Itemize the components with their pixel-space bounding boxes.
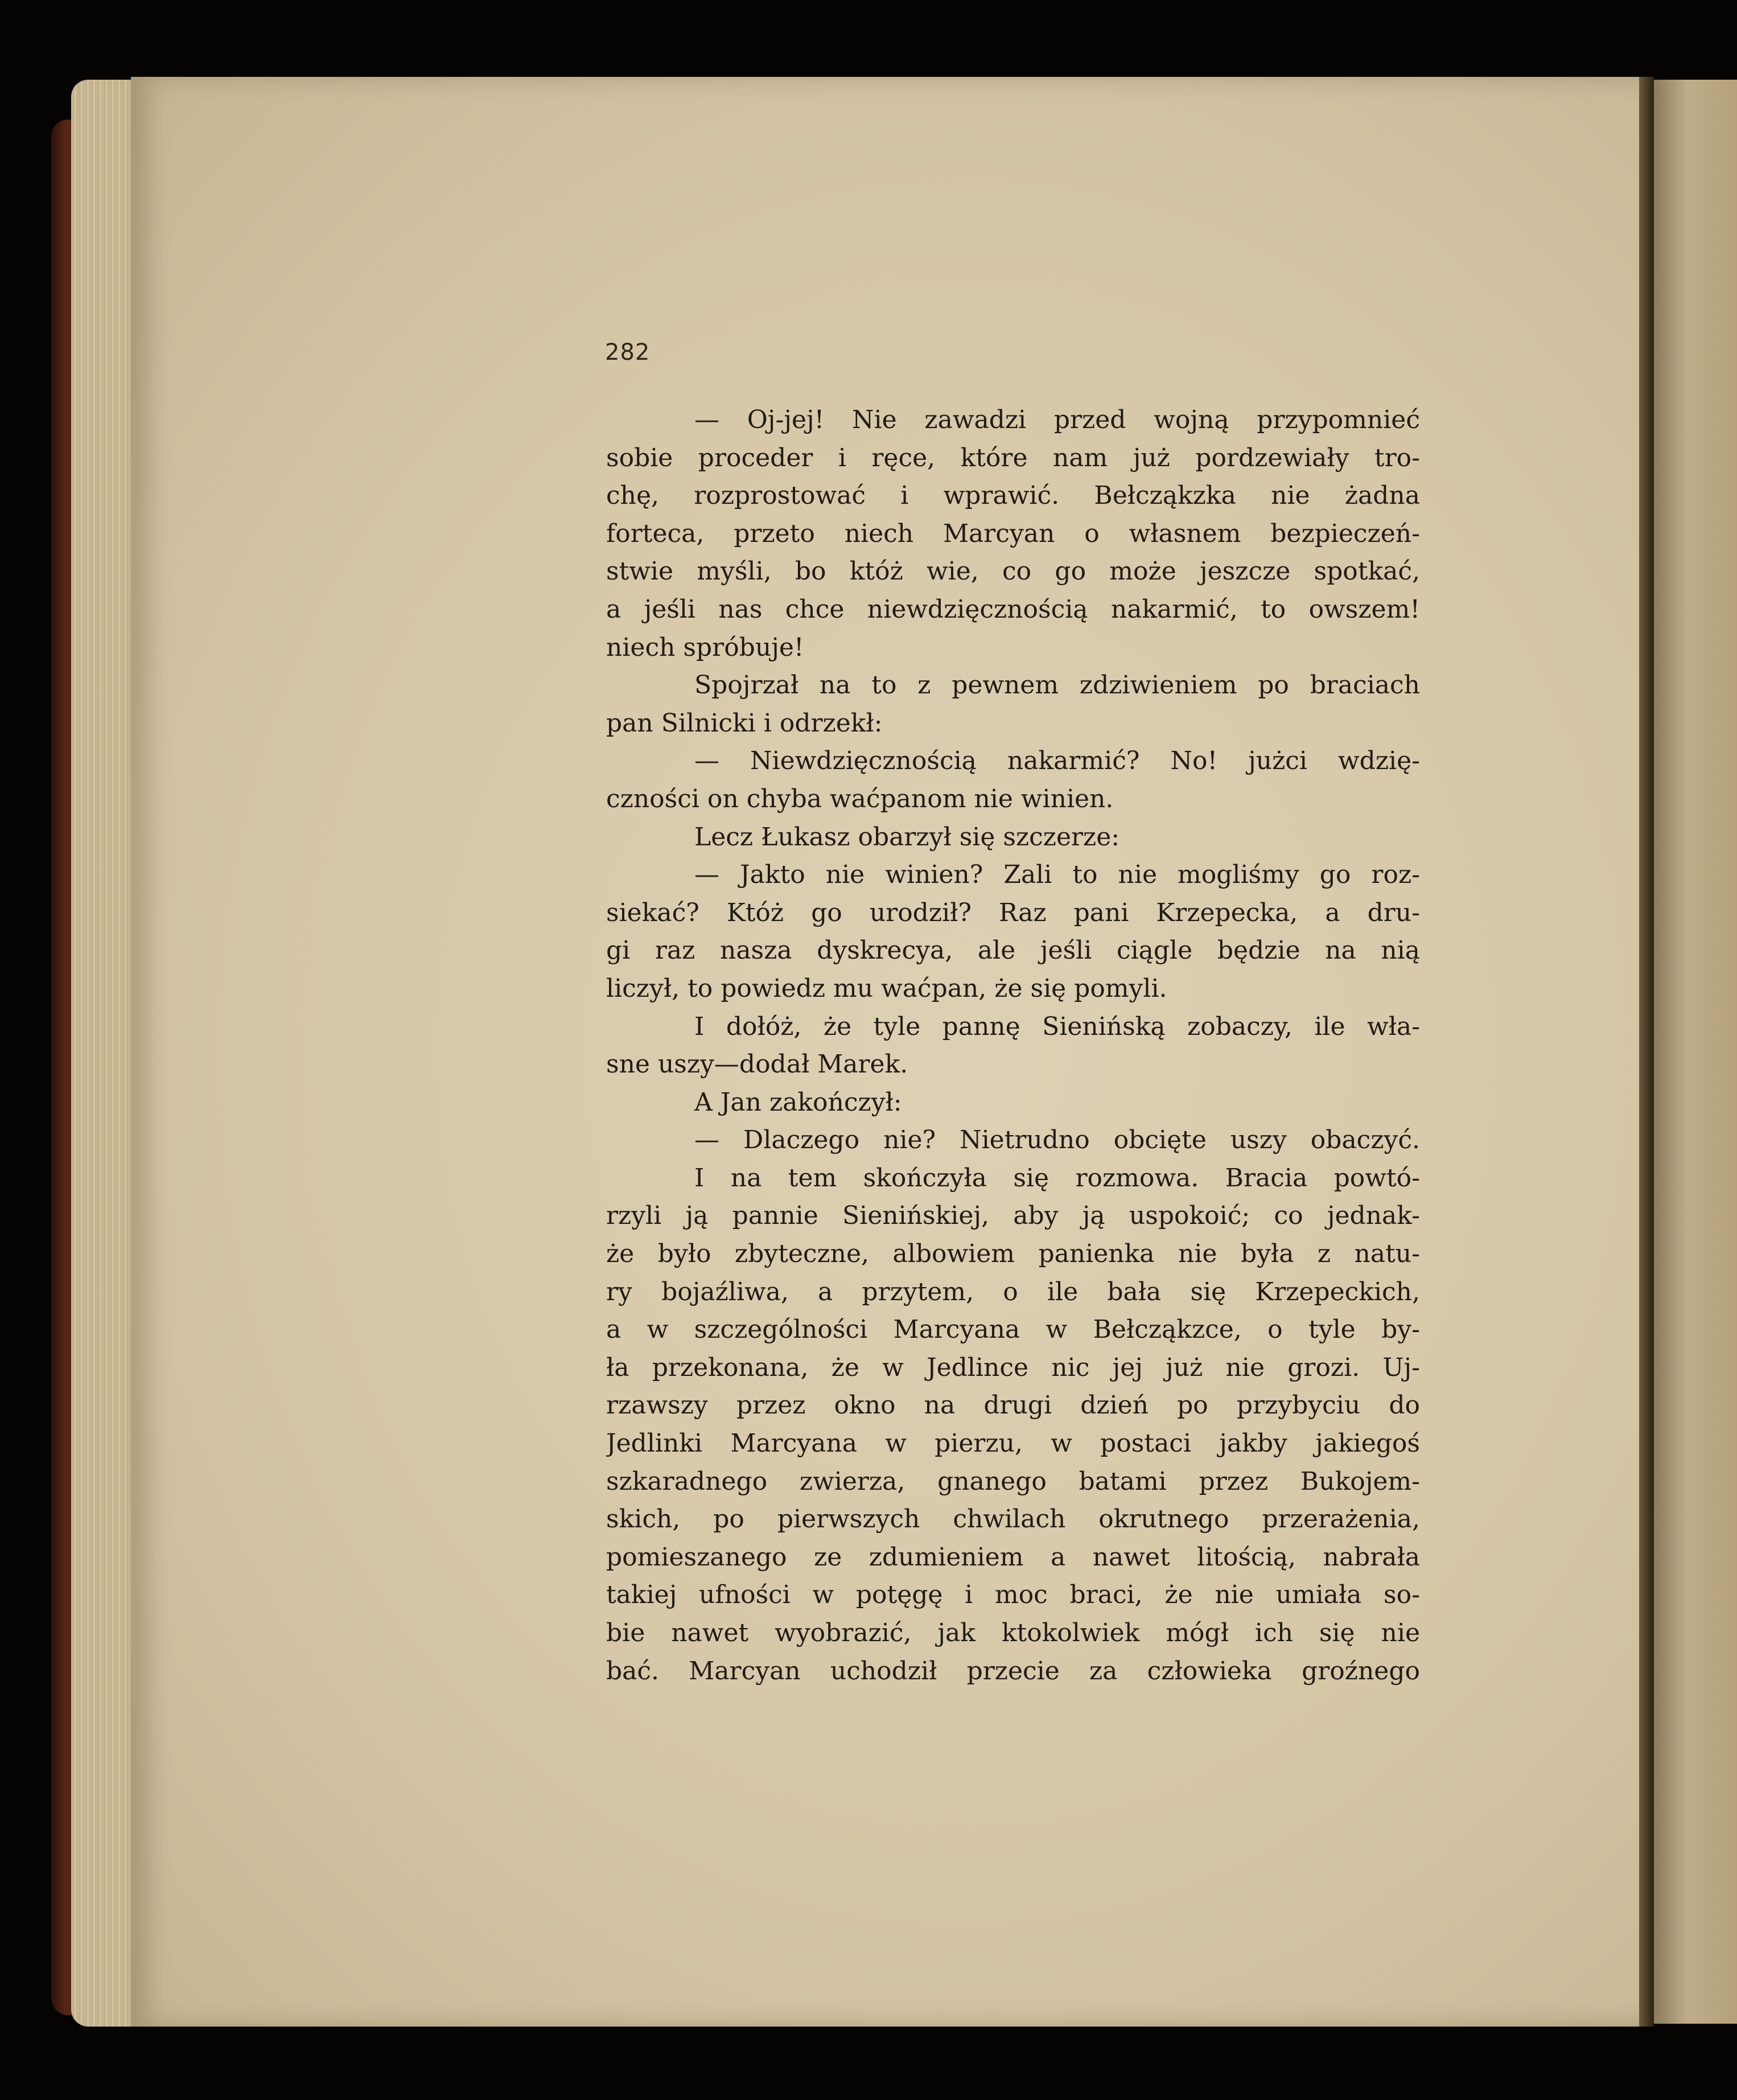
book-gutter [1639,77,1654,2027]
text-line: — Niewdzięcznością nakarmić? No! jużci wdzię- [694,746,1420,776]
text-line: I na tem skończyła się rozmowa. Bracia powtó- [694,1163,1420,1193]
text-line: ła przekonana, że w Jedlince nic jej już nie grozi. Uj- [606,1353,1420,1382]
text-line: bać. Marcyan uchodził przecie za człowieka groźnego [606,1656,1420,1686]
text-line: a jeśli nas chce niewdzięcznością nakarmić, to owszem! [606,594,1420,624]
text-line: niech spróbuje! [606,632,804,662]
text-line: gi raz nasza dyskrecya, ale jeśli ciągle będzie na nią [606,936,1420,965]
text-line: ry bojaźliwa, a przytem, o ile bała się Krzepeckich, [606,1277,1420,1306]
text-line: pan Silnicki i odrzekł: [606,708,883,738]
text-line: rzawszy przez okno na drugi dzień po przybyciu do [606,1391,1420,1420]
text-line: — Oj-jej! Nie zawadzi przed wojną przypomnieć [694,405,1420,434]
text-line: Spojrzał na to z pewnem zdziwieniem po braciach [694,671,1420,700]
text-line: że było zbyteczne, albowiem panienka nie była z natu- [606,1239,1420,1269]
text-line: pomieszanego ze zdumieniem a nawet litością, nabrała [606,1542,1420,1572]
text-line: Jedlinki Marcyana w pierzu, w postaci jakby jakiegoś [606,1429,1420,1458]
text-line: sne uszy—dodał Marek. [606,1050,908,1079]
text-line: bie nawet wyobrazić, jak ktokolwiek mógł ich się nie [606,1618,1420,1647]
text-line: rzyli ją pannie Sienińskiej, aby ją uspokoić; co jednak- [606,1201,1420,1231]
text-line: — Jakto nie winien? Zali to nie mogliśmy go roz- [694,860,1420,890]
body-text [606,401,1420,1690]
text-line: sobie proceder i ręce, które nam już pordzewiały tro- [606,443,1420,472]
text-line: I dołóż, że tyle pannę Sienińską zobaczy, ile wła- [694,1012,1420,1041]
text-line: A Jan zakończył: [694,1087,902,1117]
text-line: skich, po pierwszych chwilach okrutnego przerażenia, [606,1505,1420,1534]
text-line: takiej ufności w potęgę i moc braci, że nie umiała so- [606,1580,1420,1610]
text-line: — Dlaczego nie? Nietrudno obcięte uszy obaczyć. [694,1125,1420,1155]
text-line: liczył, to powiedz mu waćpan, że się pomyli. [606,973,1167,1003]
text-line: szkaradnego zwierza, gnanego batami przez Bukojem- [606,1466,1420,1496]
text-line: czności on chyba waćpanom nie winien. [606,784,1114,813]
text-line: stwie myśli, bo któż wie, co go może jeszcze spotkać, [606,557,1420,586]
page-number: 282 [605,339,651,365]
text-line: Lecz Łukasz obarzył się szczerze: [694,822,1120,852]
facing-page-edge [1654,80,1737,2024]
text-line: chę, rozprostować i wprawić. Bełcząkzka nie żadna [606,481,1420,511]
text-line: forteca, przeto niech Marcyan o własnem bezpieczeń- [606,519,1420,548]
text-line: a w szczególności Marcyana w Bełcząkzce, o tyle by- [606,1315,1420,1345]
text-line: siekać? Któż go urodził? Raz pani Krzepecka, a dru- [606,898,1420,927]
